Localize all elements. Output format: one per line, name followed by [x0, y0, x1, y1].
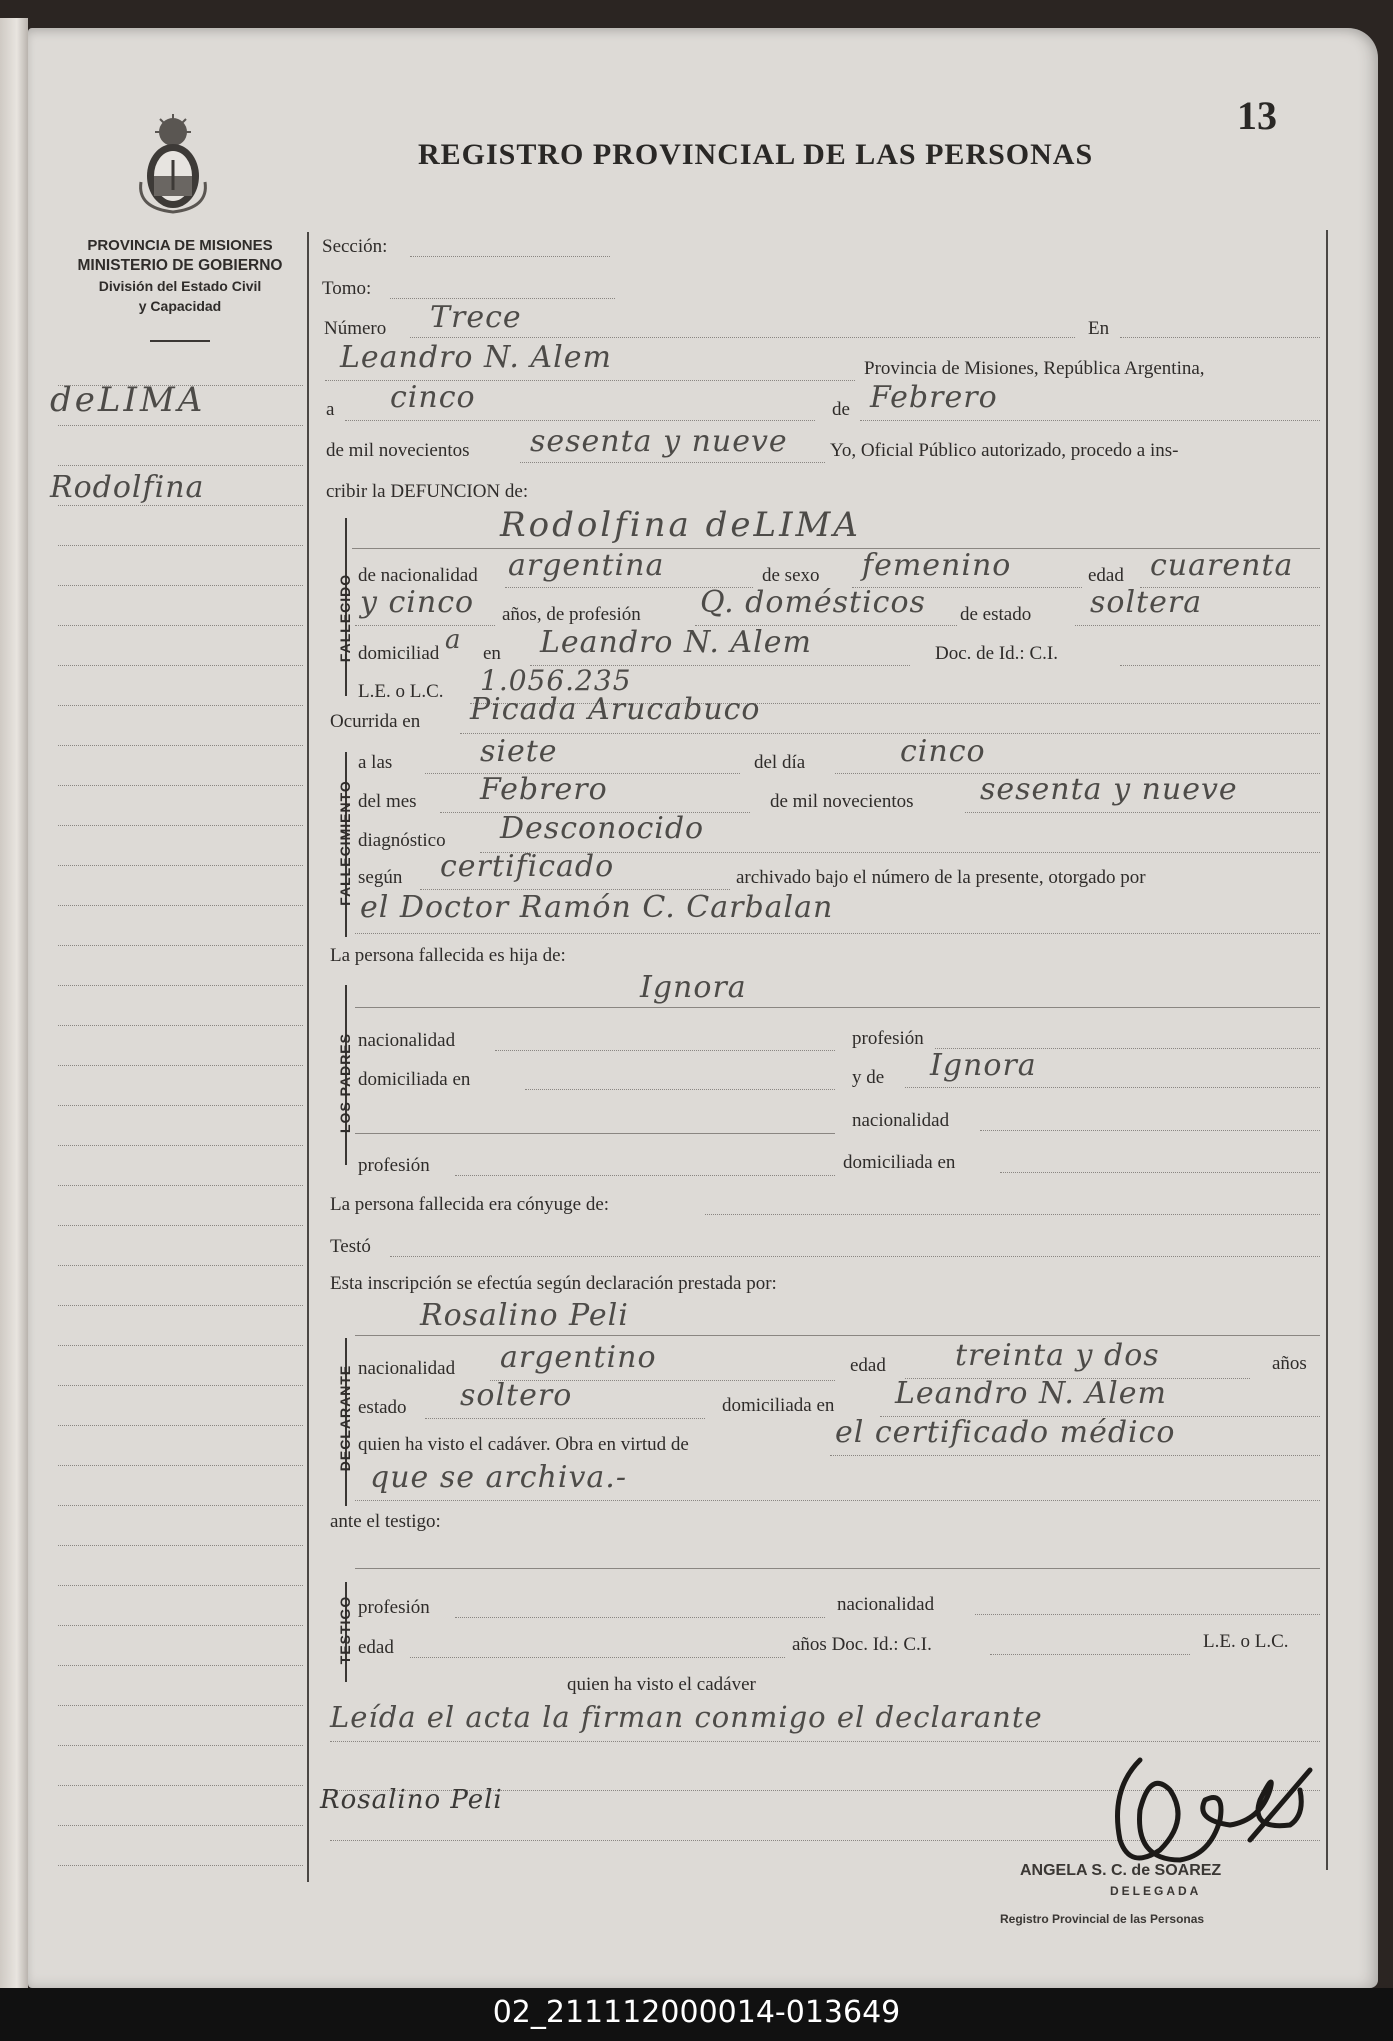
- label-doc-id: Doc. de Id.: C.I.: [935, 643, 1058, 664]
- margin-ruled-line: [58, 1785, 303, 1786]
- section-label-testigo: TESTIGO: [337, 1595, 353, 1665]
- page-number: 13: [1237, 93, 1277, 138]
- t-doc-line: [990, 1654, 1190, 1655]
- label-declaracion: Esta inscripción se efectúa según declaración prestada por:: [330, 1273, 777, 1294]
- value-diagnostico: Desconocido: [500, 811, 705, 846]
- obra-virtud2-line: [355, 1500, 1320, 1501]
- label-t-nacionalidad: nacionalidad: [837, 1594, 935, 1615]
- mes-line: [860, 420, 1320, 421]
- label-a-las: a las: [358, 752, 393, 773]
- nacionalidad-madre-line: [980, 1130, 1320, 1131]
- label-de-mil-2: de mil novecientos: [770, 791, 914, 812]
- margin-ruled-line: [58, 1465, 303, 1466]
- header-line-4: y Capacidad: [138, 298, 222, 314]
- header-province: [55, 236, 305, 316]
- numero-line: [410, 337, 1075, 338]
- value-obra-virtud-2: que se archiva.-: [370, 1460, 627, 1495]
- stamp-name: ANGELA S. C. de SOAREZ: [1020, 1862, 1222, 1879]
- section-label-fallecimiento: FALLECIMIENTO: [337, 780, 353, 906]
- label-ante-testigo: ante el testigo:: [330, 1511, 441, 1532]
- coat-of-arms-icon: [133, 112, 213, 216]
- value-decl-nacionalidad: argentino: [500, 1340, 657, 1375]
- stamp-office: Registro Provincial de las Personas: [1000, 1912, 1205, 1926]
- margin-ruled-line: [58, 825, 303, 826]
- t-nacionalidad-line: [975, 1614, 1320, 1615]
- value-medico: el Doctor Ramón C. Carbalan: [360, 890, 834, 925]
- padres-extra-line: [355, 1133, 835, 1134]
- label-domiciliada-padre: domiciliada en: [358, 1069, 471, 1090]
- nacionalidad-padre-line: [495, 1050, 835, 1051]
- label-y-de: y de: [852, 1067, 885, 1088]
- label-de-estado: de estado: [960, 604, 1032, 625]
- label-t-anos-doc: años Doc. Id.: C.I.: [792, 1634, 932, 1655]
- margin-ruled-line: [58, 745, 303, 746]
- label-t-profesion: profesión: [358, 1597, 430, 1618]
- label-domiciliada-madre: domiciliada en: [843, 1152, 956, 1173]
- profesion-madre-line: [455, 1175, 835, 1176]
- official-signature-icon: [1100, 1730, 1320, 1880]
- value-nombre: Rodolfina deLIMA: [500, 505, 861, 545]
- value-mes: Febrero: [870, 380, 998, 415]
- margin-ruled-line: [58, 1505, 303, 1506]
- label-hija-de: La persona fallecida es hija de:: [330, 945, 566, 966]
- label-nacionalidad-madre: nacionalidad: [852, 1110, 950, 1131]
- value-localidad: Leandro N. Alem: [340, 340, 612, 375]
- page-title: REGISTRO PROVINCIAL DE LAS PERSONAS: [418, 138, 1094, 171]
- label-en-domicilio: en: [483, 643, 501, 664]
- label-ocurrida-en: Ocurrida en: [330, 711, 421, 732]
- label-conyuge: La persona fallecida era cónyuge de:: [330, 1194, 610, 1215]
- margin-ruled-line: [58, 585, 303, 586]
- margin-ruled-line: [58, 625, 303, 626]
- margin-ruled-line: [58, 545, 303, 546]
- value-segun: certificado: [440, 849, 615, 884]
- value-obra-virtud: el certificado médico: [835, 1415, 1176, 1450]
- label-t-le-lc: L.E. o L.C.: [1203, 1631, 1289, 1652]
- t-edad-line: [410, 1657, 785, 1658]
- obra-virtud-line: [830, 1455, 1320, 1456]
- label-profesion-padre: profesión: [852, 1028, 924, 1049]
- margin-ruled-line: [58, 1425, 303, 1426]
- margin-ruled-line: [58, 465, 303, 466]
- stamp-role: DELEGADA: [1110, 1884, 1202, 1898]
- margin-ruled-line: [58, 865, 303, 866]
- margin-ruled-line: [58, 1065, 303, 1066]
- label-nacionalidad-padre: nacionalidad: [358, 1030, 456, 1051]
- label-de: de: [832, 399, 850, 420]
- right-border: [1326, 230, 1328, 1870]
- domiciliada-padre-line: [525, 1089, 835, 1090]
- label-le-lc: L.E. o L.C.: [358, 681, 444, 702]
- decl-estado-line: [425, 1418, 705, 1419]
- margin-divider: [307, 232, 309, 1882]
- value-dia: cinco: [390, 380, 476, 415]
- value-decl-domicilio: Leandro N. Alem: [895, 1376, 1167, 1411]
- margin-ruled-line: [58, 1345, 303, 1346]
- value-domicilio: Leandro N. Alem: [540, 625, 812, 660]
- label-del-dia: del día: [754, 752, 806, 773]
- label-decl-domiciliada: domiciliada en: [722, 1395, 835, 1416]
- label-oficial: Yo, Oficial Público autorizado, procedo a ins-: [830, 440, 1179, 461]
- margin-ruled-line: [58, 1385, 303, 1386]
- label-decl-anos: años: [1272, 1353, 1307, 1374]
- label-decl-nacionalidad: nacionalidad: [358, 1358, 456, 1379]
- value-hora: siete: [480, 734, 558, 769]
- margin-ruled-line: [58, 425, 303, 426]
- margin-ruled-line: [58, 1225, 303, 1226]
- margin-ruled-line: [58, 1705, 303, 1706]
- margin-ruled-line: [58, 1865, 303, 1866]
- margin-ruled-line: [58, 385, 303, 386]
- value-domiciliad-suffix: a: [445, 625, 462, 655]
- testo-line: [390, 1256, 1320, 1257]
- label-decl-estado: estado: [358, 1397, 407, 1418]
- tomo-line: [390, 298, 615, 299]
- value-edad-1: cuarenta: [1150, 548, 1294, 583]
- margin-ruled-line: [58, 665, 303, 666]
- header-underline: [150, 340, 210, 342]
- testigo-name-line: [355, 1568, 1320, 1569]
- doc-id-line: [1120, 665, 1320, 666]
- margin-ruled-line: [58, 705, 303, 706]
- margin-ruled-line: [58, 1105, 303, 1106]
- margin-ruled-line: [58, 1265, 303, 1266]
- madre-line: [905, 1087, 1320, 1088]
- padre-line: [355, 1007, 1320, 1008]
- label-anos-de-profesion: años, de profesión: [502, 604, 641, 625]
- label-en: En: [1088, 318, 1110, 339]
- value-nacionalidad: argentina: [508, 548, 665, 583]
- label-de-mil: de mil novecientos: [326, 440, 470, 461]
- section-label-declarante: DECLARANTE: [337, 1364, 353, 1472]
- value-declarante: Rosalino Peli: [420, 1298, 629, 1333]
- section-label-padres: LOS PADRES: [337, 1033, 353, 1133]
- t-profesion-line: [455, 1617, 825, 1618]
- value-estado: soltera: [1090, 585, 1203, 620]
- label-testo: Testó: [330, 1236, 371, 1257]
- margin-ruled-line: [58, 945, 303, 946]
- header-line-2: MINISTERIO DE GOBIERNO: [77, 257, 283, 274]
- dia-line: [345, 420, 815, 421]
- label-cribir: cribir la DEFUNCION de:: [326, 481, 529, 502]
- label-segun: según: [358, 867, 403, 888]
- value-madre: Ignora: [930, 1048, 1037, 1083]
- label-profesion-madre: profesión: [358, 1155, 430, 1176]
- label-archivado: archivado bajo el número de la presente, otorgado por: [736, 867, 1146, 888]
- value-cierre: Leída el acta la firman conmigo el declarante: [330, 1700, 1043, 1734]
- label-decl-edad: edad: [850, 1355, 886, 1376]
- header-line-3: División del Estado Civil: [98, 278, 262, 294]
- value-dia-fallec: cinco: [900, 734, 986, 769]
- label-numero: Número: [324, 318, 387, 339]
- label-tomo: Tomo:: [322, 278, 372, 299]
- value-decl-estado: soltero: [460, 1378, 573, 1413]
- value-anio: sesenta y nueve: [530, 424, 788, 459]
- margin-ruled-line: [58, 1625, 303, 1626]
- margin-ruled-line: [58, 505, 303, 506]
- en-line: [1120, 337, 1320, 338]
- label-t-edad: edad: [358, 1637, 394, 1658]
- medico-line: [355, 933, 1320, 934]
- value-mes-fallec: Febrero: [480, 772, 608, 807]
- margin-surname: deLIMA: [50, 380, 206, 420]
- label-edad: edad: [1088, 565, 1124, 586]
- label-provincia: Provincia de Misiones, República Argentina,: [864, 358, 1205, 379]
- margin-ruled-line: [58, 1745, 303, 1746]
- seccion-line: [410, 256, 610, 257]
- domiciliada-madre-line: [1000, 1172, 1320, 1173]
- margin-ruled-line: [58, 985, 303, 986]
- value-sexo: femenino: [862, 548, 1012, 583]
- declarant-signature: Rosalino Peli: [320, 1785, 503, 1815]
- value-decl-edad: treinta y dos: [955, 1338, 1160, 1373]
- book-spine: [0, 18, 28, 1993]
- label-de-sexo: de sexo: [762, 565, 820, 586]
- margin-ruled-line: [58, 905, 303, 906]
- ocurrida-line: [460, 733, 1320, 734]
- value-padre: Ignora: [640, 970, 747, 1005]
- label-diagnostico: diagnóstico: [358, 830, 446, 851]
- value-profesion: Q. domésticos: [700, 585, 926, 620]
- declarante-line: [355, 1335, 1320, 1336]
- estado-line: [1075, 625, 1320, 626]
- label-t-visto: quien ha visto el cadáver: [567, 1674, 756, 1695]
- edad2-line: [355, 625, 495, 626]
- margin-given-name: Rodolfina: [50, 470, 205, 505]
- label-domiciliad: domiciliad: [358, 643, 440, 664]
- anio-line: [520, 462, 825, 463]
- value-anio-fallec: sesenta y nueve: [980, 772, 1238, 807]
- image-caption: 02_211112000014-013649: [492, 1995, 901, 2030]
- value-ocurrida: Picada Arucabuco: [470, 692, 761, 727]
- label-a: a: [326, 399, 335, 420]
- section-label-fallecido: FALLECIDO: [337, 573, 353, 663]
- label-seccion: Sección:: [322, 236, 388, 257]
- margin-ruled-line: [58, 1025, 303, 1026]
- margin-ruled-line: [58, 1665, 303, 1666]
- margin-ruled-line: [58, 1545, 303, 1546]
- label-visto-cadaver: quien ha visto el cadáver. Obra en virtud de: [358, 1434, 689, 1455]
- margin-ruled-line: [58, 1305, 303, 1306]
- margin-ruled-line: [58, 1825, 303, 1826]
- margin-ruled-line: [58, 1585, 303, 1586]
- label-del-mes: del mes: [358, 791, 417, 812]
- conyuge-line: [705, 1214, 1320, 1215]
- margin-ruled-line: [58, 1185, 303, 1186]
- value-le-lc: 1.056.235: [480, 664, 632, 697]
- header-line-1: PROVINCIA DE MISIONES: [87, 237, 273, 254]
- anio-fallec-line: [965, 812, 1320, 813]
- margin-ruled-line: [58, 1145, 303, 1146]
- value-edad-2: y cinco: [360, 585, 475, 620]
- label-de-nacionalidad: de nacionalidad: [358, 565, 478, 586]
- value-numero: Trece: [430, 300, 522, 335]
- margin-ruled-line: [58, 785, 303, 786]
